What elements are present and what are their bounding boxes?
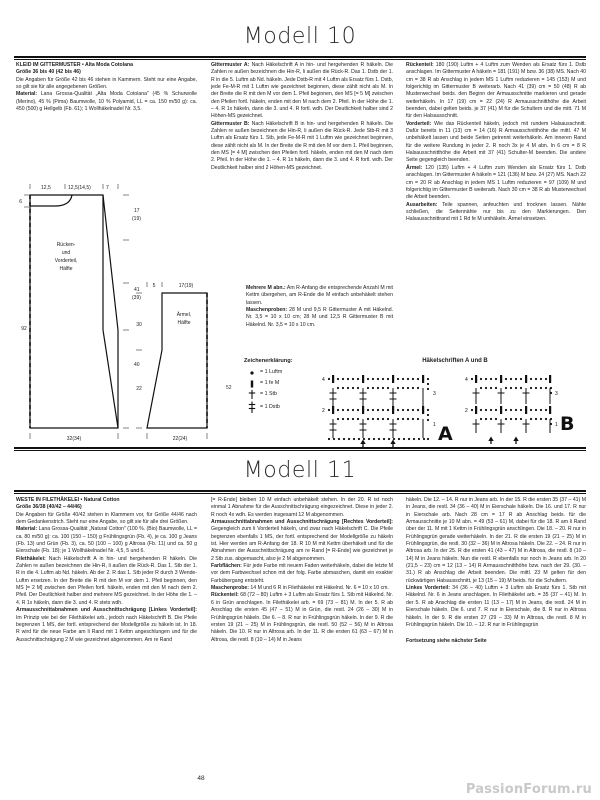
maschenprobe-text: 14 M und 6 R in Filethäkelei mit Häkelnd. Nr. 6 = 10 x 10 cm. xyxy=(249,585,389,592)
svg-text:7: 7 xyxy=(106,185,109,191)
model-11-column-3 xyxy=(406,497,586,646)
model-10-material-text: Lana Grossa-Qualität „Alta Moda Cotolana" (45 % Schurwolle (Merino), 45 % (Pima) Baumwolle, 10 % Polyamid, LL = ca. 150 m/50 g): ca. 450 (500) g Hellgelb (Fb. 61); 1 Wollhäkelnadel Nr. 3,5. xyxy=(16,91,197,113)
chart-a-row-4: 4 xyxy=(322,377,325,383)
svg-text:92: 92 xyxy=(21,326,27,332)
model-11-title-line-1: WESTE IN FILETHÄKELEI • Natural Cotton xyxy=(16,497,120,503)
linkes-vorderteil-label: Linkes Vorderteil: xyxy=(406,585,450,592)
svg-text:und: und xyxy=(61,250,71,256)
model-10-column-3 xyxy=(406,62,586,224)
model-10-column-1 xyxy=(16,62,197,113)
model-11-rueckenteil-text: 68 (72 – 80) Luftm + 3 Luftm als Ersatz fürs 1. Stb mit Häkelnd. Nr. 6 in Grün anschlagen. In Filethäkelei arb. = 69 (73 – 81) M. In der 5. R ab Anschlag die ersten 45 (47 – 51) M in Grün, die restl. 24 (26 – 30) M in Frühlingsgrün häkeln. Die 6. – 8. R nur in Frühlingsgrün häkeln. In der 9. R die ersten 19 (21 – 25) M in Frühlingsgrün, die restl. 50 (52 – 56) M in Altrosa häkeln. Die 10. R nur in Altrosa arb. In der 11. R die ersten 61 (63 – 67) M in Altrosa, die restl. 8 (10 – 14) M in Jeans xyxy=(211,592,393,643)
divider-rule-top xyxy=(14,56,586,60)
chart-b-letter: B xyxy=(560,413,575,435)
model-10-title-line-2: Größe 36 bis 40 (42 bis 46) xyxy=(16,69,81,76)
model-10-intro: Die Angaben für Größe 42 bis 46 stehen in Kammern. Steht nur eine Angabe, so gilt sie für alle angegebenen Größen. xyxy=(16,76,197,91)
svg-text:22: 22 xyxy=(136,386,142,392)
model-11-column-2 xyxy=(211,497,393,644)
model-10-column-2-lower xyxy=(246,285,393,329)
armausschnitt-rechts-text: Gegengleich zum li Vorderteil häkeln, und zwar nach Häkelschrift C. Die Pfeile begrenzen ebenfalls 1 MS, der fortl. entsprechend der Modellgröße zu häkeln ist. Hier werden am R-Anfang der 18. R 10 M mit Kettm überhäkelt und für die Abnahmen der Ausschnittschrägung am re Rand [= R-Ende] wie gezeichnet je 2 Stb zus. abgemascht, also je 2 M abgenommen. xyxy=(211,526,393,562)
model-10-banner: Modell 10 xyxy=(243,24,357,49)
model-10-column-2 xyxy=(211,62,393,172)
svg-text:Rücken-: Rücken- xyxy=(56,242,76,248)
svg-text:Hälfte: Hälfte xyxy=(59,266,73,272)
armausschnitt-rechts-label: Armausschnittabnahmen und Ausschnittschrägung [Rechtes Vorderteil]: xyxy=(211,519,393,526)
aermel-label: Ärmel: xyxy=(406,164,423,171)
svg-text:32(34): 32(34) xyxy=(66,436,82,442)
ausarbeiten-label: Ausarbeiten: xyxy=(406,201,438,208)
gittermuster-b-text: Nach Häkelschrift B in hin- und hergehenden R häkeln. Die Zahlen re außen bezeichnen die Hin-R, li außen die Rück-R. Jede Stb-R mit 3 Luftm als Ersatz fürs 1. Stb, jede Fe-M-R mit 1 Luftm wie gezeichnet beginnen, diese zählt nicht als M. In der Breite die R mit den M vor dem 1. Pfeil beginnen, den MS [= 4 M] zwischen den Pfeilen fortl. häkeln, enden mit den M nach dem 2. Pfeil. In der Höhe die 1. – 4. R 1x häkeln, dann die 3. und 4. R fortl. wdh. Der Deutlichkeit halber sind 2 Höhen-MS gezeichnet. xyxy=(211,120,393,171)
filethaekelei-label: Filethäkelei: xyxy=(16,555,46,562)
watermark: PassionForum.ru xyxy=(465,782,592,797)
svg-text:(39): (39) xyxy=(132,295,141,301)
svg-text:40: 40 xyxy=(134,362,140,368)
divider-rule-bottom xyxy=(14,490,586,494)
ausarbeiten-text: Teile spannen, anfeuchten und trocknen lassen. Nähte schließen, die Seitennähte nur bis zu den Markierungen. Den Halsausschnittrand mit 1 Rd fe M umhäkeln. Ärmel einsetzen. xyxy=(406,201,586,223)
chart-a-row-2: 2 xyxy=(322,408,325,414)
model-10-material-label: Material: xyxy=(16,91,38,98)
svg-text:17: 17 xyxy=(134,208,140,214)
legend-label-chain: = 1 Luftm xyxy=(260,369,283,375)
svg-text:12,5: 12,5 xyxy=(41,185,51,191)
svg-text:5: 5 xyxy=(152,283,156,289)
svg-text:4: 4 xyxy=(465,377,468,383)
farbflaechen-text: Für jede Farbe mit neuem Faden weiterhäkeln, dabei die letzte M vor dem Farbwechsel schon mit der folg. Farbe abmaschen, damit ein exakter Farbübergang entsteht. xyxy=(211,563,393,584)
svg-text:22(24): 22(24) xyxy=(172,436,188,442)
linkes-vorderteil-text: 34 (36 – 40) Luftm + 3 Luftm als Ersatz fürs 1. Stb mit Häkelnd. Nr. 6 in Jeans anschlagen. In Filethäkelei arb. = 35 (37 – 41) M. In der 5. R ab Anschlag die ersten 11 (13 – 17) M in Jeans, die restl. 24 M in Eierschale häkeln. Die 6. und 7. R nur in Eierschale, die 8. R nur in Altrosa häkeln. In der 9. R die ersten 27 (29 – 33) M in Altrosa, die restl. 8 M in Frühlingsgrün häkeln. Die 10. – 12. R nur in Frühlingsgrün xyxy=(406,585,586,628)
armausschnitt-links-text: Im Prinzip wie bei der Filethäkelei arb., jedoch nach Häkelschrift B. Die Pfeile begrenzen 1 MS, der fortl. entsprechend der Modellgröße zu häkeln ist. In 18. R wird für die neue Farbe am li Rand mit 1 Kettm angeschlungen und für die Ausschnittschrägung 2 M wie gezeichnet abgenommen. Am re Rand xyxy=(16,614,197,643)
svg-text:6: 6 xyxy=(19,199,22,205)
svg-text:(19): (19) xyxy=(132,216,141,222)
farbflaechen-label: Farbflächen: xyxy=(211,563,242,570)
chart-a-row-3: 3 xyxy=(433,391,436,397)
charts-title: Häkelschriften A und B xyxy=(422,358,488,364)
aermel-text: 120 (135) Luftm + 4 Luftm zum Wenden als Ersatz fürs 1. Dstb anschlagen. Im Gittermuster A häkeln = 121 (136) M bzw. 24 (27) MS. Nach 22 cm = 20 R ab Anschlag in jedem MS 1 Luftm reduzieren = 97 (109) M und folgerichtig im Gittermuster B weiterarb. Nach 30 cm = 38 R ab Musterwechsel die Arbeit beenden. xyxy=(406,164,586,201)
garment-schematic-diagram xyxy=(10,178,210,453)
gittermuster-a-label: Gittermuster A: xyxy=(211,62,250,68)
svg-text:3: 3 xyxy=(555,391,558,397)
model-11-rueckenteil-label: Rückenteil: xyxy=(211,592,239,599)
model-11-intro: Die Angaben für Größe 40/42 stehen in Klammern vor, für Größe 44/46 nach dem Gedankenstrich. Steht nur eine Angabe, so gilt sie für alle drei Größen. xyxy=(16,511,197,526)
chain-stitch-icon xyxy=(244,368,260,378)
vorderteil-text: Wie das Rückenteil häkeln, jedoch mit rundem Halsausschnitt. Dafür bereits in 11 (13) cm = 14 (16) R Armausschnitthöhe die mittl. 47 M unbehäkelt lassen und beide Seiten getrennt weiterhäkeln. Am inneren Rand für die weitere Rundung in jeder 2. R noch 3x je 4 M abn. In 6 cm = 8 R Halsausschnitthöhe die Arbeit mit 37 (41) Schulter-M beenden. Die andere Seite gegengleich beenden. xyxy=(406,120,586,164)
svg-text:17(19): 17(19) xyxy=(178,283,194,289)
svg-text:41: 41 xyxy=(134,287,140,293)
rueckenteil-label: Rückenteil: xyxy=(406,62,434,68)
crochet-charts xyxy=(320,368,590,448)
model-11-col2-continuation: [= R-Ende] bleiben 10 M einfach unbehäkelt stehen. In der 20. R ist noch einmal 1 Abnahme für die Ausschnittschrägung eingezeichnet. Diese in jeder 2. R noch 4x wdh. Es werden insgesamt 12 M abgenommen. xyxy=(211,497,393,518)
model-10-title-line-1: KLEID IM GITTERMUSTER • Alta Moda Cotolana xyxy=(16,62,133,68)
maschenproben-text: 28 M und 9,5 R Gittermuster A mit Häkelnd. Nr. 3,5 = 10 x 10 cm; 28 M und 12,5 R Gittermuster B mit Häkelnd. Nr. 3,5 = 10 x 10 cm. xyxy=(246,307,393,328)
svg-text:1: 1 xyxy=(555,422,558,428)
maschenproben-label: Maschenproben: xyxy=(246,307,288,314)
model-11-banner: Modell 11 xyxy=(243,458,357,483)
model-11-col3-continuation: häkeln. Die 12. – 14. R nur in Jeans arb. In der 15. R die ersten 35 (37 – 41) M in Jeans, die restl. 34 (36 – 40) M in Eierschale häkeln. Die 16. und 17. R nur in Eierschale arb. Nach 28 cm = 17 R ab Anschlag beids. für die Armausschnitte je 10 M abn. = 49 (53 – 61) M, dabei für die 18. R am li Rand über der 11. M mit 1 Kettm in Frühlingsgrün anschlingen. Die 18. – 20. R nur in Frühlingsgrün gerade weiterhäkeln. In der 21. R die ersten 19 (21 – 25) M in Frühlingsgrün, die restl. 30 (32 – 36) M in Altrosa häkeln. Die 22. – 24. R nur in Altrosa arb. In der 25. R die ersten 41 (43 – 47) M in Altrosa, die restl. 8 (10 – 14) M in Jeans häkeln. Nun die restl. R ebenfalls nur noch in Jeans arb. In 20 (21,5 – 23) cm = 12 (13 – 14) R Armausschnitthöhe bzw. nach der 29. (30. – 31.) R ab Anschlag die Arbeit beenden. Die mittl. 23 M gelten für den rückwärtigen Halsausschnitt, je 13 (15 – 19) M beids. für die Schultern. xyxy=(406,497,586,584)
mehrere-m-abn-label: Mehrere M abn.: xyxy=(246,285,286,291)
svg-text:2: 2 xyxy=(465,408,468,414)
page-number: 48 xyxy=(197,775,205,782)
svg-text:Vorderteil,: Vorderteil, xyxy=(54,258,78,264)
schematic-dim-52: 52 xyxy=(226,385,232,391)
svg-text:Ärmel,: Ärmel, xyxy=(176,312,192,318)
svg-text:Hälfte: Hälfte xyxy=(177,320,191,326)
maschenprobe-label: Maschenprobe: xyxy=(211,585,249,592)
single-crochet-icon xyxy=(244,379,260,389)
svg-text:12,5(14,5): 12,5(14,5) xyxy=(68,185,91,191)
model-11-title-line-2: Größe 36/38 (40/42 – 44/46) xyxy=(16,504,82,511)
legend-label-sc: = 1 fe M xyxy=(260,380,280,386)
vorderteil-label: Vorderteil: xyxy=(406,120,432,127)
continuation-note: Fortsetzung siehe nächster Seite xyxy=(406,638,487,645)
mehrere-m-abn-text: Am R-Anfang die entsprechende Anzahl M mit Kettm übergehen, am R-Ende die M einfach unbehäkelt stehen lassen. xyxy=(246,285,393,306)
legend-label-tr: = 1 Dstb xyxy=(260,403,280,410)
model-11-material-text: Lana Grossa-Qualität „Natural Cotton" (100 %. (Bio) Baumwolle, LL = ca. 80 m/50 g): ca. 100 (150 – 150) g Frühlingsgrün (Fb. 4), je ca. 100 g Jeans (Fb. 13) und Grün (Fb. 3), ca. 50 (100 – 100) g Altrosa (Fb. 11) und ca. 50 g Eierschale (Fb. 18); je 1 Wollhäkelnadel Nr. 4,5, 5 und 6. xyxy=(16,526,197,555)
divider-rule-middle xyxy=(14,447,586,451)
svg-text:30: 30 xyxy=(136,322,142,328)
double-crochet-icon xyxy=(244,389,260,400)
chart-a-letter: A xyxy=(438,423,453,445)
legend-label-dc: = 1 Stb xyxy=(260,391,277,397)
treble-crochet-icon xyxy=(244,401,260,414)
gittermuster-a-text: Nach Häkelschrift A in hin- und hergehenden R häkeln. Die Zahlen re außen bezeichnen die Hin-R, li außen die Rück-R. Das 1. Dstb der 1. R in die 5. Luftm ab Nd. häkeln. Jede Dstb-R mit 4 Luftm als Ersatz fürs 1. Dstb, jede Fe-M-R mit 1 Luftm wie gezeichnet beginnen, diese zählt nicht als M. In der Breite die R mit den M vor dem 1. Pfeil beginnen, den MS [= 5 M] zwischen den Pfeilen fortl. häkeln, enden mit den M nach dem 2. Pfeil. In der Höhe die 1. – 4. R 1x häkeln, dann die 3. und 4. R fortl. wdh. Der Deutlichkeit halber sind 2 Höhen-MS gezeichnet. xyxy=(211,62,394,120)
armausschnitt-links-label: Armausschnittabnahmen und Ausschnittschrägung [Linkes Vorderteil]: xyxy=(16,607,197,614)
chart-a-row-1: 1 xyxy=(433,422,436,428)
filethaekelei-text: Nach Häkelschrift A in hin- und hergehenden R häkeln. Die Zahlen re außen bezeichnen die Hin-R, li außen die Rück-R. Das 1. Stb der 1. R in die 4. Luftm ab Nd. häkeln. Ab der 2. R das 1. Stb jeder R durch 3 Wende-Luftm ersetzen. In der Breite die R mit den M vor dem 1. Pfeil beginnen, den MS [= 2 M] zwischen den Pfeilen fortl. häkeln, enden mit den M nach dem 2. Pfeil. Der Deutlichkeit halber sind mehrere MS gezeichnet. In der Höhe die 1. – 4. R 1x häkeln, dann die 3. und 4. R stets wdh. xyxy=(16,555,197,606)
model-11-material-label: Material: xyxy=(16,526,38,533)
gittermuster-b-label: Gittermuster B: xyxy=(211,120,250,127)
rueckenteil-text: 180 (190) Luftm + 4 Luftm zum Wenden als Ersatz fürs 1. Dstb anschlagen. Im Gittermuster A häkeln = 181 (191) M bzw. 36 (38) MS. Nach 40 cm = 38 R ab Anschlag in jedem MS 1 Luftm reduzieren = 145 (153) M und folgerichtig im Gittermuster B weiterarb. Nach 41 (39) cm = 50 (48) R ab Musterwechsel beids. den Beginn der Armausschnitte markieren und gerade weiterhäkeln. In 17 (19) cm = 22 (24) R Armausschnitthöhe die Arbeit beenden, dabei gelten beids. je 37 (41) M für die Schultern und die mitt. 71 M für den Halsausschnitt. xyxy=(406,62,586,120)
legend-title: Zeichenerklärung: xyxy=(244,358,293,364)
model-11-column-1 xyxy=(16,497,197,644)
